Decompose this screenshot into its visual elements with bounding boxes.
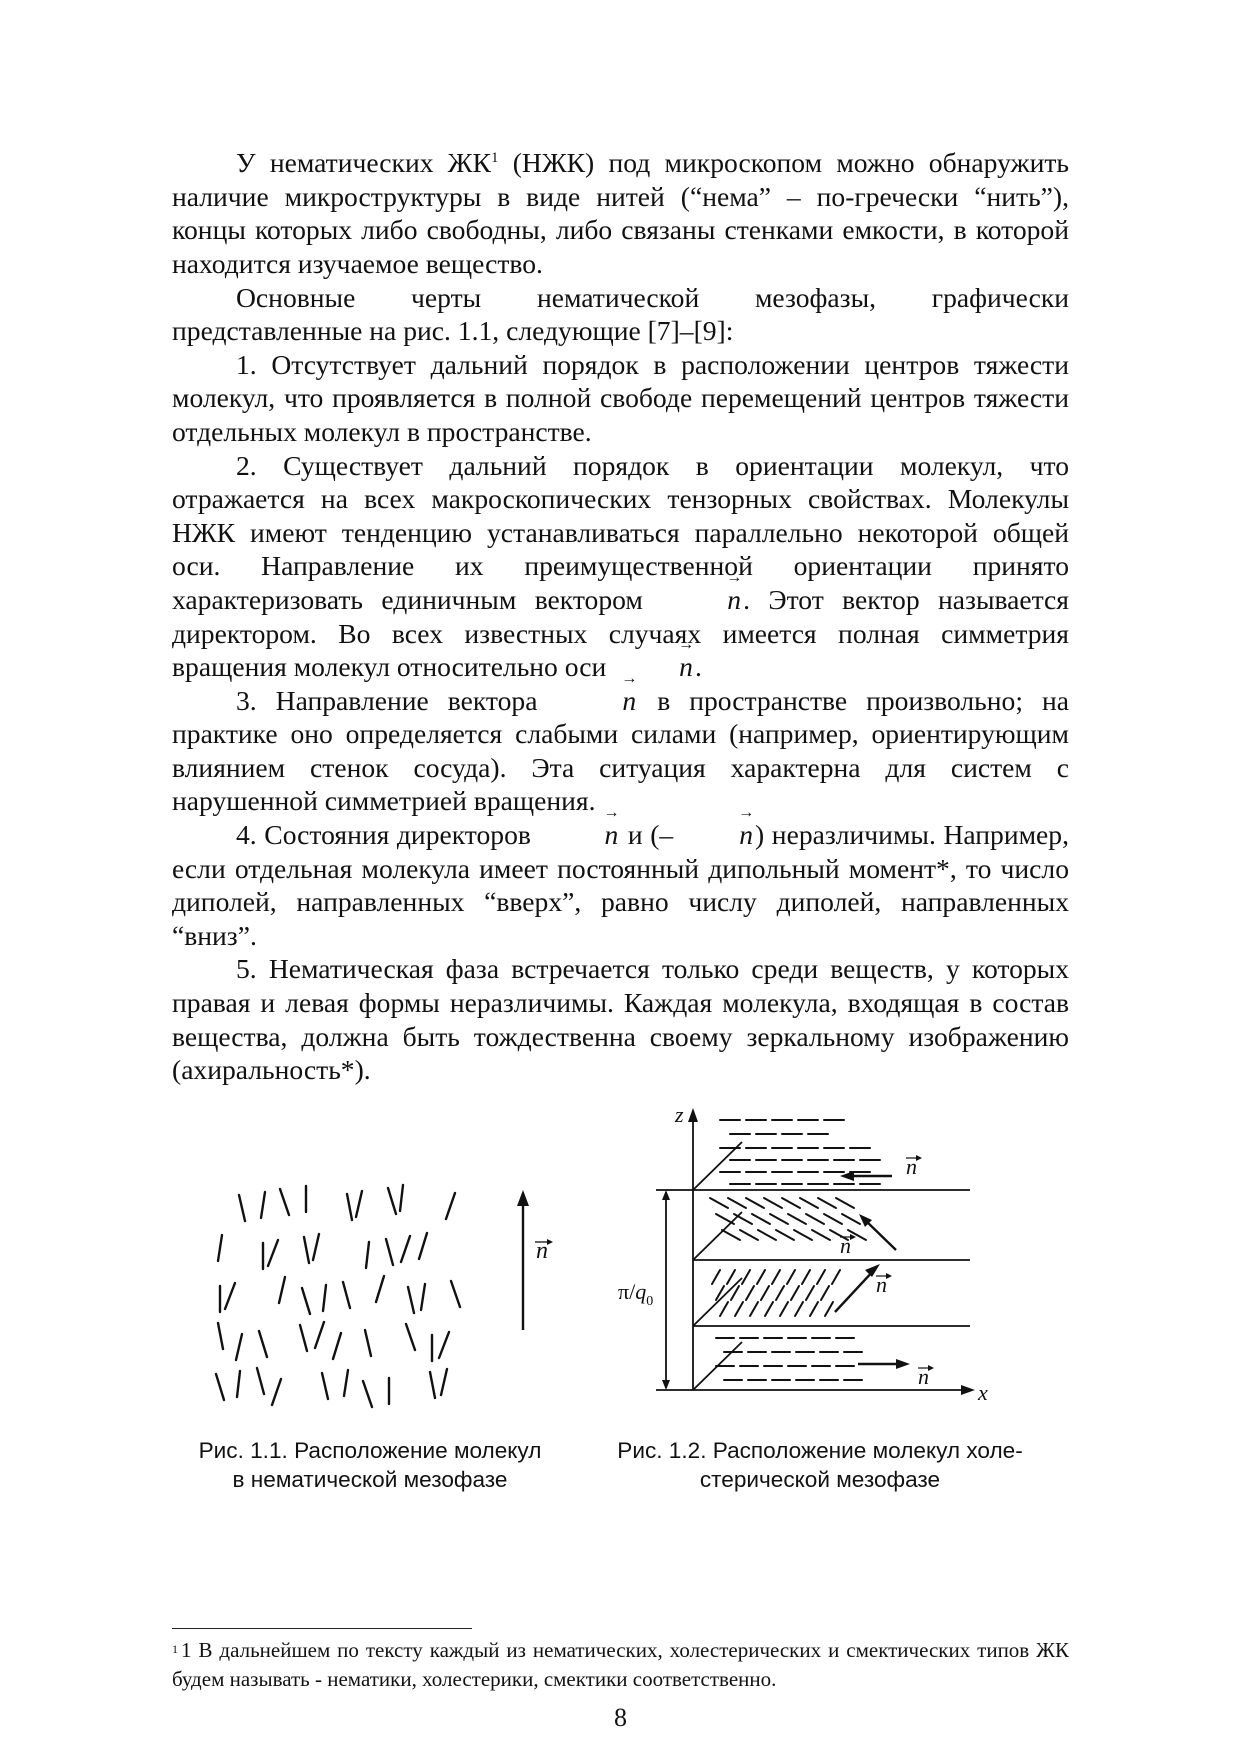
molecule [257,1368,264,1394]
list-item-3 [172,684,1069,818]
molecule [356,1191,362,1217]
molecule [794,1230,812,1240]
molecule [272,1379,281,1405]
nematic-molecules [216,1185,460,1407]
director-label-layer1: n [906,1154,917,1179]
molecule [451,1281,460,1307]
molecule [818,1198,836,1208]
list-item-3-part-b: в пространстве произвольно; на практике оно определяется слабыми силами (например, ориентирующим влиянием стенок сосуда). Эта ситуация характерна для систем с нарушенной симметрией вращения. [172,684,1069,817]
figure1-caption-line1: Рис. 1.1. Расположение молекул [198,1438,542,1463]
molecule [810,1302,818,1316]
molecule [791,1286,799,1300]
molecule [716,1214,734,1224]
z-axis-label: z [675,1102,684,1127]
vector-n: → n [661,583,743,617]
molecule [279,1277,285,1303]
molecule [446,1193,455,1219]
footnote [172,1636,1069,1694]
director-label-layer3: n [876,1272,887,1297]
molecule [216,1374,224,1400]
molecule [363,1381,372,1407]
molecule [836,1198,854,1208]
molecule [776,1286,784,1300]
molecule [727,1270,735,1284]
molecule [824,1214,842,1224]
z-axis-arrow-head [688,1108,698,1122]
molecule [746,1286,754,1300]
pitch-label [618,1279,653,1309]
molecule [280,1189,289,1215]
molecule [406,1324,415,1350]
figure1-caption-line2: в нематической мезофазе [232,1467,508,1492]
molecule [366,1242,369,1268]
molecule [770,1214,788,1224]
molecule [313,1234,319,1260]
list-item-4-part-c: ) неразличимы. Например, если отдельная молекула имеет постоянный дипольный момент*, то число диполей, направленных “вверх”, равно числу диполей, направленных “вниз”. [172,819,1069,951]
molecule [259,1331,267,1357]
figure1-caption [160,1436,580,1494]
molecule [750,1302,758,1316]
molecule [722,1230,740,1240]
molecule [300,1325,307,1351]
molecule [765,1302,773,1316]
molecule [419,1233,427,1259]
molecule [421,1284,425,1310]
layer-edge [693,1142,742,1190]
main-text [172,142,1069,1087]
list-item-2-part-a: 2. Существует дальний порядок в ориентации молекул, что отражается на всех макроскопических тензорных свойствах. Молекулы НЖК имеют тенденцию устанавливаться параллельно некоторой общей оси. Направление их преимущественной ориентации принято характеризовать единичным вектором [172,449,1069,615]
figure-cholesteric [620,1100,1040,1405]
molecule [746,1198,764,1208]
molecule [832,1270,840,1284]
molecule [218,1235,222,1261]
molecule [710,1198,728,1208]
molecule [780,1302,788,1316]
molecule [764,1198,782,1208]
molecule [802,1270,810,1284]
molecule [343,1282,350,1308]
list-item-2-part-b: . Этот вектор называется директором. Во всех известных случаях имеется полная симметрия вращения молекул относительно оси [172,583,1069,683]
molecule [239,1195,245,1221]
footnote-separator [172,1628,472,1629]
molecule [376,1276,384,1302]
molecule [825,1302,833,1316]
vector-n: → n [539,818,621,852]
molecule [842,1214,860,1224]
director-arrow-layer3 [835,1269,875,1312]
molecule [400,1185,403,1211]
molecule [757,1270,765,1284]
molecule [806,1214,824,1224]
molecule [772,1270,780,1284]
molecule [728,1198,746,1208]
layer-edge [693,1278,742,1326]
cholesteric-molecules [710,1120,880,1380]
molecule [439,1332,449,1358]
molecule [315,1322,324,1348]
molecule [236,1334,242,1360]
molecule [712,1270,720,1284]
molecule [787,1270,795,1284]
director-label-layer4: n [918,1364,929,1389]
molecule [812,1230,830,1240]
molecule [740,1230,758,1240]
footnote-text: 1 В дальнейшем по тексту каждый из нематических, холестерических и смектических типов ЖК будем называть - нематики, холестерики, смектики соответственно. [172,1638,1069,1691]
molecule [344,1370,348,1396]
list-item-1: 1. Отсутствует дальний порядок в расположении центров тяжести молекул, что проявляется в полной свободе перемещений центров тяжести отдельных молекул в пространстве. [172,348,1069,447]
molecule [776,1230,794,1240]
paragraph-intro-start: У нематических ЖК [236,147,491,179]
list-item-4-part-b: и (– [620,819,674,851]
x-axis-arrow-head [961,1385,975,1395]
molecule [734,1214,752,1224]
molecule [430,1372,435,1398]
molecule [323,1285,326,1311]
pitch-label-subscript: 0 [646,1294,654,1309]
molecule [761,1286,769,1300]
molecule [795,1302,803,1316]
vector-n: → n [556,684,638,718]
list-item-2-part-c: . [694,651,702,683]
list-item-5: 5. Нематическая фаза встречается только среди веществ, у которых правая и левая формы неразличимы. Каждая молекула, входящая в состав вещества, должна быть тождественна своему зеркальному изображению (ахиральность*). [172,953,1069,1086]
molecule [742,1270,750,1284]
molecule [304,1237,309,1263]
molecule [758,1230,776,1240]
footnote-mark: 1 [172,1642,178,1656]
molecule [225,1283,235,1309]
figure2-caption [590,1436,1050,1494]
molecule [441,1369,447,1395]
figure-nematic [210,1180,570,1405]
molecule [752,1214,770,1224]
list-item-3-part-a: 3. Направление вектора [236,684,557,716]
molecule [388,1188,396,1214]
director-label-layer2: n [840,1233,851,1258]
molecule [788,1214,806,1224]
molecule [365,1330,371,1356]
molecule [237,1371,240,1397]
page-number: 8 [614,1703,627,1732]
molecule [806,1286,814,1300]
director-arrow-layer2 [864,1219,896,1250]
molecule [821,1286,829,1300]
molecule [268,1240,278,1266]
director-arrow-head [896,1359,910,1369]
x-axis-label: x [978,1380,988,1405]
molecule [302,1288,310,1314]
director-arrow-head [517,1190,529,1206]
molecule [401,1236,410,1262]
molecule [817,1270,825,1284]
pitch-arrow-head [662,1190,670,1200]
molecule [218,1323,223,1349]
molecule [322,1373,328,1399]
paragraph-intro-rest: (НЖК) под микроскопом можно обнаружить наличие микроструктуры в виде нитей (“нема” – по-гречески “нить”), концы которых либо свободны, либо связаны стенками емкости, в которой находится изучаемое вещество. [172,147,1070,279]
molecule [720,1302,728,1316]
list-item-4 [172,818,1069,952]
paragraph-intro [172,142,1069,281]
list-item-2 [172,449,1069,684]
vector-n: → n [613,650,695,684]
molecule [347,1194,352,1220]
figure2-caption-line1: Рис. 1.2. Расположение молекул холе- [617,1438,1023,1463]
figure2-caption-line2: стерической мезофазе [699,1467,941,1492]
list-item-4-part-a: 4. Состояния директоров [236,819,539,851]
molecule [261,1192,265,1218]
molecule [800,1198,818,1208]
footnote-reference: 1 [490,150,499,166]
molecule [408,1287,414,1313]
molecule [386,1239,393,1265]
vector-n: → n [673,818,755,852]
paragraph-features: Основные черты нематической мезофазы, графически представленные на рис. 1.1, следующие [7]–[9]: [172,281,1069,347]
molecule [333,1333,341,1359]
molecule [735,1302,743,1316]
molecule [782,1198,800,1208]
pitch-arrow-head [662,1380,670,1390]
pitch-label-pi: π/ [618,1279,636,1304]
director-label: n [536,1238,548,1264]
pitch-label-q: q [635,1279,647,1304]
